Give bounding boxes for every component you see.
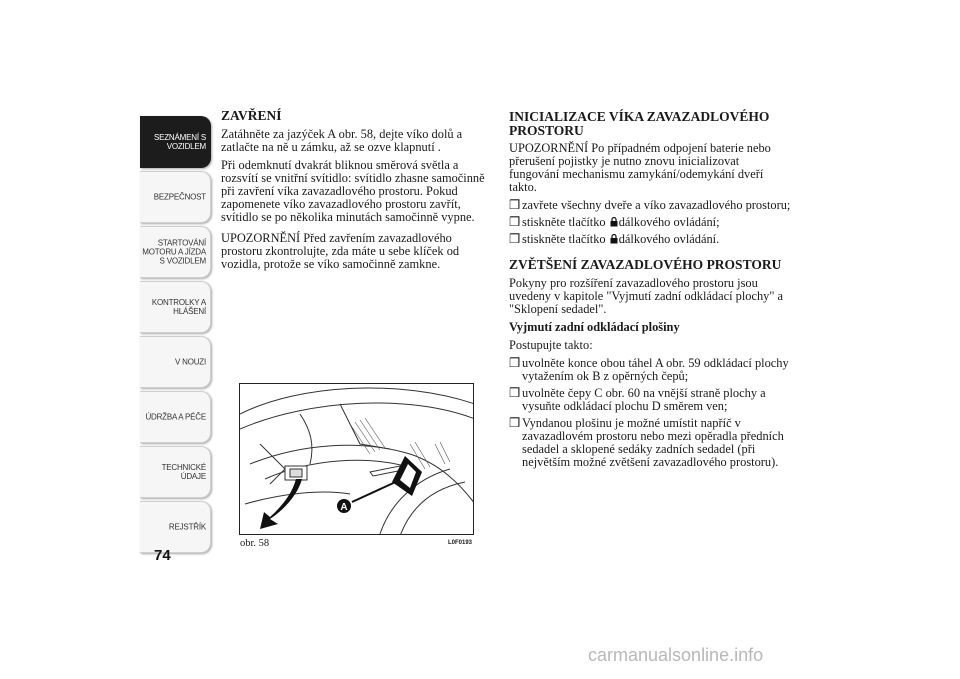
tab-label: REJSTŘÍK (168, 522, 206, 532)
paragraph: Zatáhněte za jazýček A obr. 58, dejte víko dolů a zatlačte na ně u zámku, až se ozve klapnutí . (221, 126, 463, 154)
list-item: ❒ stiskněte tlačítko dálkového ovládání; (509, 215, 720, 229)
trunk-illustration (240, 384, 474, 535)
tab-rejstrik[interactable] (140, 501, 211, 553)
tab-seznameni[interactable] (140, 116, 211, 168)
heading-zvetseni: ZVĚTŠENÍ ZAVAZADLOVÉHO PROSTORU (509, 257, 782, 272)
tab-startovani[interactable] (140, 226, 211, 278)
figure-58 (239, 383, 474, 535)
subheading: Vyjmutí zadní odkládací plošiny (509, 319, 680, 334)
tab-technicke[interactable] (140, 446, 211, 498)
chapter-tabs (140, 116, 211, 556)
paragraph: Postupujte takto: (509, 337, 593, 352)
tab-udrzba[interactable] (140, 391, 211, 443)
list-item: ❒ uvolněte konce obou táhel A obr. 59 odkládací plochy vytažením ok B z opěrných čepů; (509, 355, 789, 383)
tab-label: KONTROLKY A HLÁŠENÍ (151, 298, 206, 316)
bullet-box: ❒ (509, 215, 521, 229)
left-column (221, 109, 493, 276)
page-number: 74 (154, 547, 171, 564)
heading-inicializace: INICIALIZACE VÍKA ZAVAZADLOVÉHO PROSTORU (509, 109, 770, 138)
heading-zavreni: ZAVŘENÍ (221, 108, 282, 123)
callout-a: A (340, 502, 348, 513)
tab-label: SEZNÁMENÍ S VOZIDLEM (153, 133, 206, 151)
tab-label: BEZPEČNOST (153, 192, 206, 202)
figure-caption: obr. 58 (240, 538, 270, 549)
bullet-box: ❒ (509, 232, 521, 246)
paragraph: UPOZORNĚNÍ Před zavřením zavazadlového prostoru zkontrolujte, zda máte u sebe klíček od vozidla, protože se víko samočinně zamkne. (221, 230, 460, 271)
bullet-box: ❒ (509, 355, 521, 370)
watermark: carmanualsonline.info (588, 645, 764, 665)
paragraph: Pokyny pro rozšíření zavazadlového prostoru jsou uvedeny v kapitole "Vyjmutí zadní odkládací plochy" a "Sklopení sedadel". (509, 275, 784, 316)
right-column (509, 110, 791, 473)
list-item: ❒ stiskněte tlačítko dálkového ovládání. (509, 232, 720, 246)
bullet-box: ❒ (509, 385, 521, 400)
list-item: ❒ Vyndanou plošinu je možné umístit napříč v zavazadlovém prostoru nebo mezi opěradla předních sedadel a sklopené sedáky zadních sedadel (při největším možné zvětšení zavazadlového prostoru). (509, 415, 784, 469)
tab-kontrolky[interactable] (140, 281, 211, 333)
figure-code: L0F0193 (448, 540, 473, 546)
tab-label: TECHNICKÉ ÚDAJE (161, 463, 206, 481)
bullet-box: ❒ (509, 198, 521, 212)
list-item: ❒ zavřete všechny dveře a víko zavazadlového prostoru; (509, 198, 791, 212)
tab-label: STARTOVÁNÍ MOTORU A JÍZDA S VOZIDLEM (142, 238, 206, 266)
list-item: ❒ uvolněte čepy C obr. 60 na vnější straně plochy a vysuňte odkládací plochu D směrem ven; (509, 385, 766, 413)
tab-label: ÚDRŽBA A PÉČE (145, 412, 206, 422)
paragraph: UPOZORNĚNÍ Po případném odpojení baterie nebo přerušení pojistky je nutno znovu inicializovat fungování mechanismu zamykání/odemykání dveří takto. (509, 141, 771, 194)
tab-v-nouzi[interactable] (140, 336, 211, 388)
tab-bezpecnost[interactable] (140, 171, 211, 223)
bullet-box: ❒ (509, 415, 521, 430)
lock-icon (610, 216, 618, 227)
paragraph: Při odemknutí dvakrát bliknou směrová světla a rozsvítí se vnitřní svítidlo: svítidlo zhasne samočinně při zavření víka zavazadlového prostoru. Pokud zapomenete víko zavazadlového prostoru zavřít, svítidlo se po několika minutách samočinně vypne. (221, 157, 485, 224)
lock-icon (610, 233, 618, 244)
tab-label: V NOUZI (174, 357, 206, 367)
